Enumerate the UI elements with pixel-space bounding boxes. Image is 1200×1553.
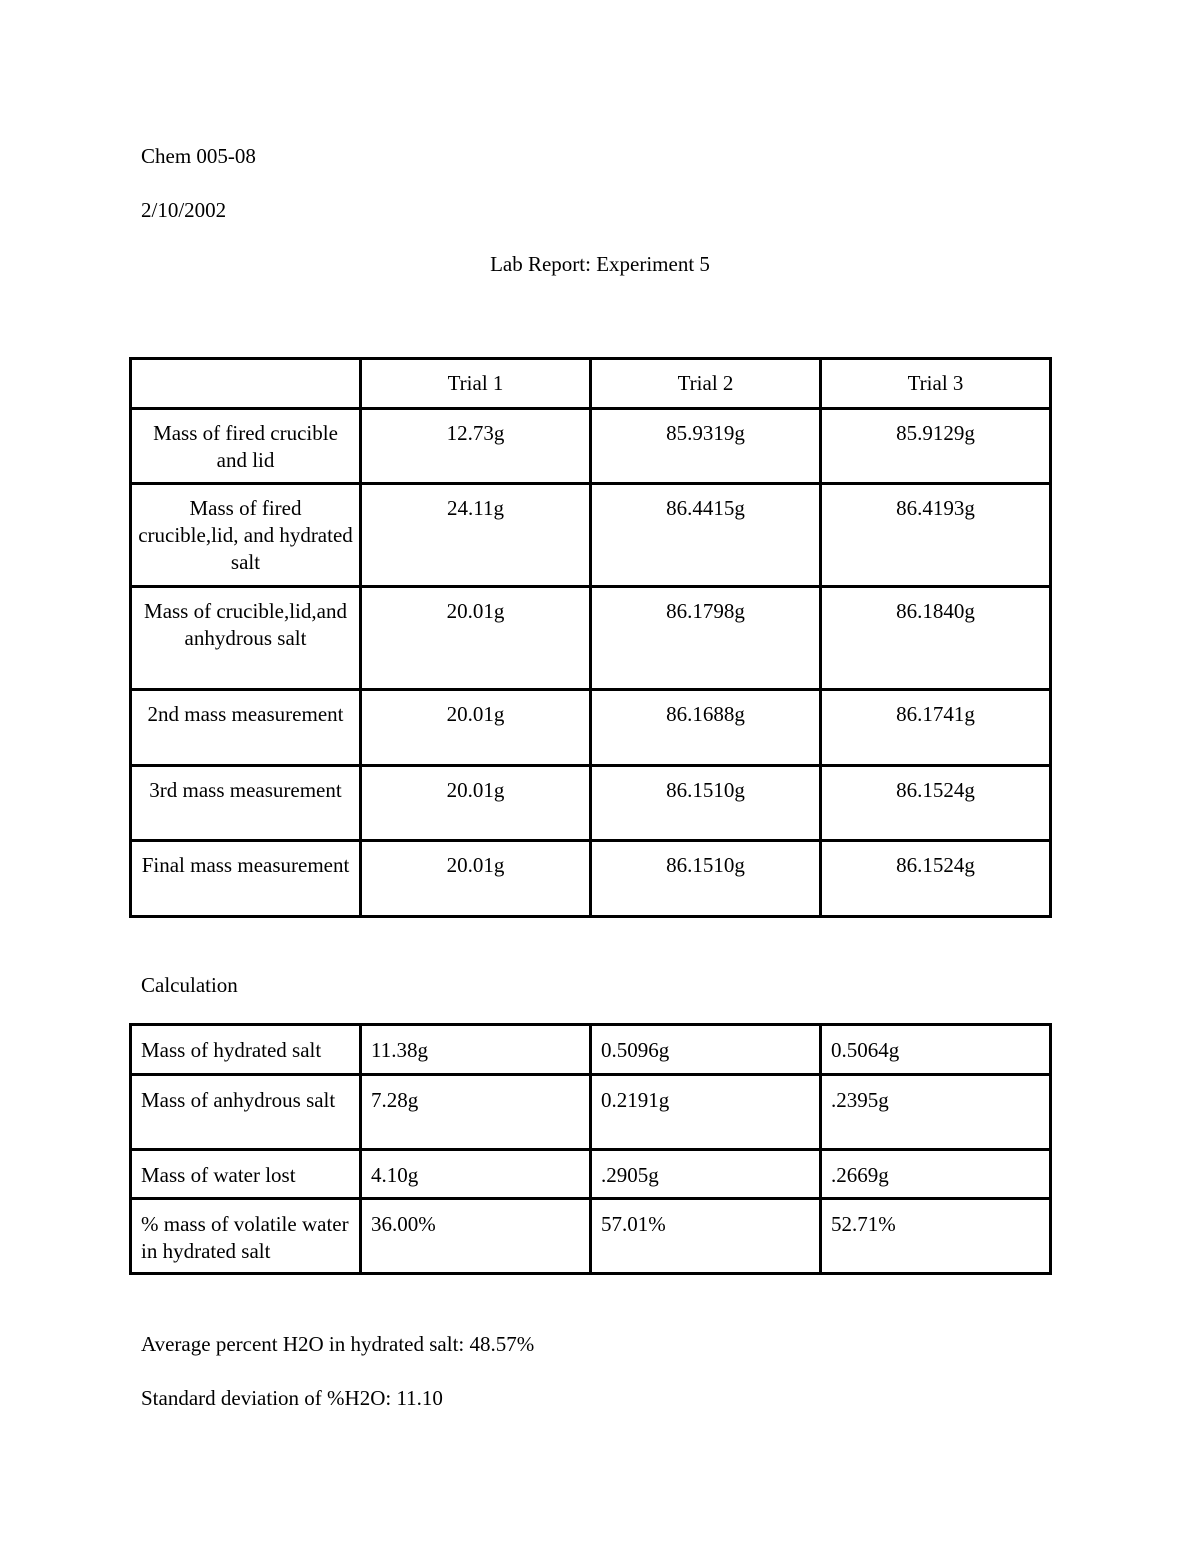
report-date: 2/10/2002 [141, 198, 227, 222]
standard-deviation-text: Standard deviation of %H2O: 11.10 [141, 1386, 443, 1410]
table-cell: 86.4193g [821, 484, 1051, 587]
header-cell: Trial 2 [591, 359, 821, 409]
calculation-heading: Calculation [141, 973, 238, 997]
course-label: Chem 005-08 [141, 144, 256, 168]
table-cell: 4.10g [361, 1150, 591, 1199]
table-cell: 24.11g [361, 484, 591, 587]
table-cell: 0.5096g [591, 1025, 821, 1075]
row-label: 2nd mass measurement [131, 690, 361, 766]
row-label: Mass of water lost [131, 1150, 361, 1199]
table-row [131, 841, 1051, 917]
row-label: Mass of anhydrous salt [131, 1075, 361, 1150]
table-cell: 36.00% [361, 1199, 591, 1274]
table-cell: 57.01% [591, 1199, 821, 1274]
table-row [131, 1199, 1051, 1274]
row-label: Mass of fired crucible and lid [131, 409, 361, 484]
row-label: Mass of hydrated salt [131, 1025, 361, 1075]
report-title: Lab Report: Experiment 5 [490, 252, 710, 276]
table-cell: .2669g [821, 1150, 1051, 1199]
row-label: Final mass measurement [131, 841, 361, 917]
average-percent-text: Average percent H2O in hydrated salt: 48.57% [141, 1332, 535, 1356]
header-cell: Trial 3 [821, 359, 1051, 409]
table-cell: 20.01g [361, 690, 591, 766]
table-cell: 20.01g [361, 766, 591, 841]
table-cell: 85.9129g [821, 409, 1051, 484]
table-row [131, 766, 1051, 841]
table-cell: 0.2191g [591, 1075, 821, 1150]
table-cell: 86.1840g [821, 587, 1051, 690]
table-row [131, 1150, 1051, 1199]
table-cell: 86.1741g [821, 690, 1051, 766]
table-cell: 86.4415g [591, 484, 821, 587]
table-cell: 85.9319g [591, 409, 821, 484]
table-cell: 86.1524g [821, 766, 1051, 841]
table-row [131, 484, 1051, 587]
row-label: Mass of fired crucible,lid, and hydrated salt [131, 484, 361, 587]
table-cell: 86.1510g [591, 841, 821, 917]
mass-data-table [129, 357, 1052, 918]
table-header-row [131, 359, 1051, 409]
header-cell: Trial 1 [361, 359, 591, 409]
table-row [131, 587, 1051, 690]
table-cell: 0.5064g [821, 1025, 1051, 1075]
table-cell: .2905g [591, 1150, 821, 1199]
table-cell: 12.73g [361, 409, 591, 484]
table-cell: .2395g [821, 1075, 1051, 1150]
row-label: 3rd mass measurement [131, 766, 361, 841]
table-cell: 86.1688g [591, 690, 821, 766]
table-cell: 11.38g [361, 1025, 591, 1075]
table-cell: 52.71% [821, 1199, 1051, 1274]
table-cell: 86.1510g [591, 766, 821, 841]
table-row [131, 1075, 1051, 1150]
table-row [131, 409, 1051, 484]
header-cell [131, 359, 361, 409]
table-row [131, 1025, 1051, 1075]
table-cell: 7.28g [361, 1075, 591, 1150]
row-label: % mass of volatile water in hydrated salt [131, 1199, 361, 1274]
table-cell: 86.1798g [591, 587, 821, 690]
table-cell: 20.01g [361, 841, 591, 917]
table-cell: 86.1524g [821, 841, 1051, 917]
table-cell: 20.01g [361, 587, 591, 690]
table-row [131, 690, 1051, 766]
calculation-table [129, 1023, 1052, 1275]
row-label: Mass of crucible,lid,and anhydrous salt [131, 587, 361, 690]
